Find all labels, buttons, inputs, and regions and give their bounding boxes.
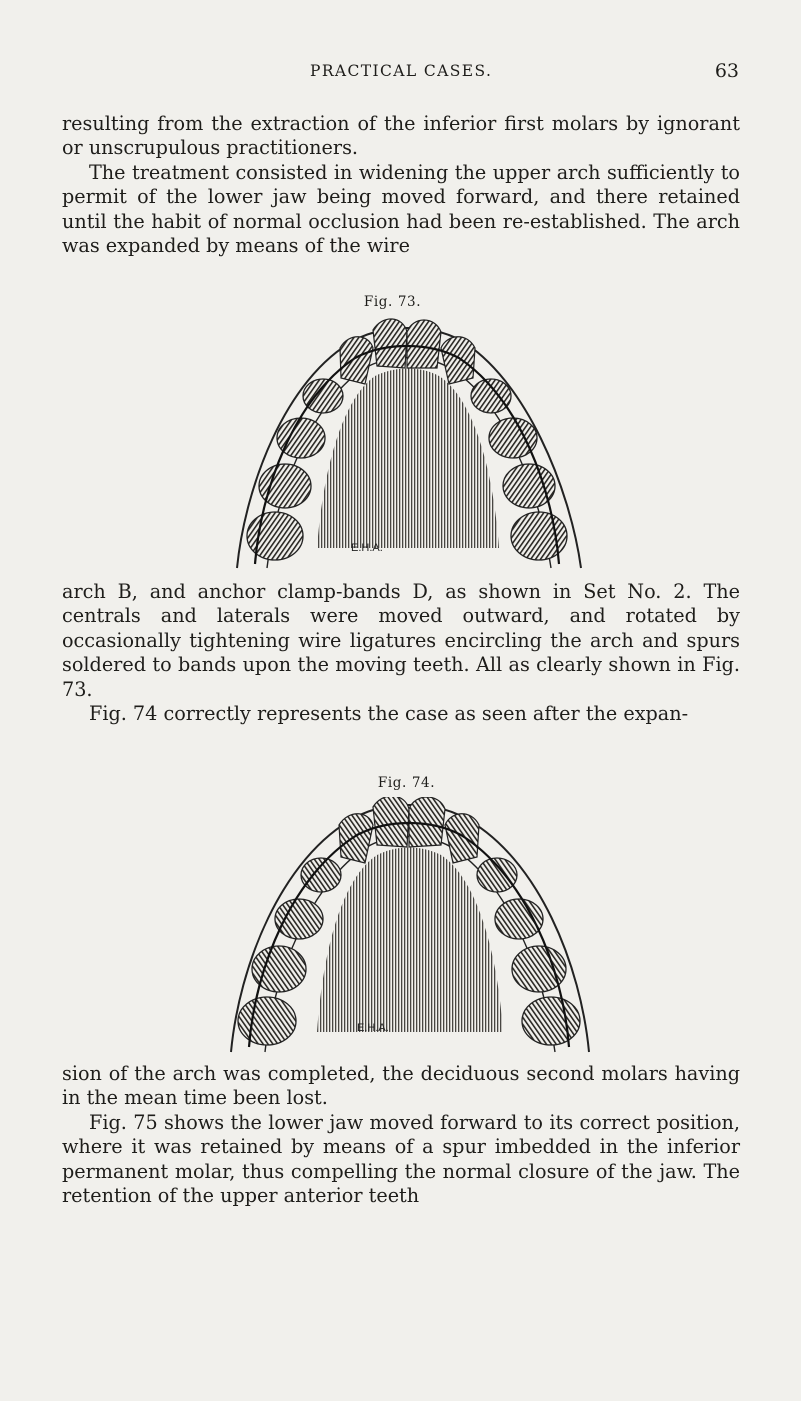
text-block-top xyxy=(62,112,740,258)
text-block-middle xyxy=(62,580,740,726)
figure-73-dental-arch xyxy=(225,318,589,580)
text-block-bottom xyxy=(62,1062,740,1208)
paragraph-1: resulting from the extraction of the inferior first molars by ignorant or unscrupulous practitioners. xyxy=(62,112,740,160)
dental-arch-illustration-74 xyxy=(221,797,596,1062)
paragraph-4: Fig. 74 correctly represents the case as seen after the expan- xyxy=(89,702,689,726)
figure-74-dental-arch xyxy=(221,797,596,1062)
figure-73-initials: E.H.A. xyxy=(351,542,383,554)
paragraph-6: Fig. 75 shows the lower jaw moved forward to its correct position, where it was retained by means of a spur imbedded in the inferior permanent molar, thus compelling the normal closure of the jaw. The retention of the upper anterior teeth xyxy=(62,1110,740,1208)
figure-74-initials: E.H.A. xyxy=(357,1022,389,1034)
figure-73-caption: Fig. 73. xyxy=(363,294,422,310)
figure-74-caption: Fig. 74. xyxy=(377,775,436,791)
page-number: 63 xyxy=(714,60,739,82)
paragraph-5: sion of the arch was completed, the deciduous second molars having in the mean time been lost. xyxy=(62,1062,740,1110)
running-title: PRACTICAL CASES. xyxy=(310,62,493,80)
dental-arch-illustration-73 xyxy=(225,318,589,580)
paragraph-2: The treatment consisted in widening the upper arch sufficiently to permit of the lower jaw being moved forward, and there retained until the habit of normal occlusion had been re-established. The arch was expanded by means of the wire xyxy=(62,160,740,258)
paragraph-3: arch B, and anchor clamp-bands D, as shown in Set No. 2. The centrals and laterals were moved outward, and rotated by occasionally tightening wire ligatures encircling the arch and spurs soldered to bands upon the moving teeth. All as clearly shown in Fig. 73. xyxy=(62,580,740,701)
page-header xyxy=(0,62,801,84)
